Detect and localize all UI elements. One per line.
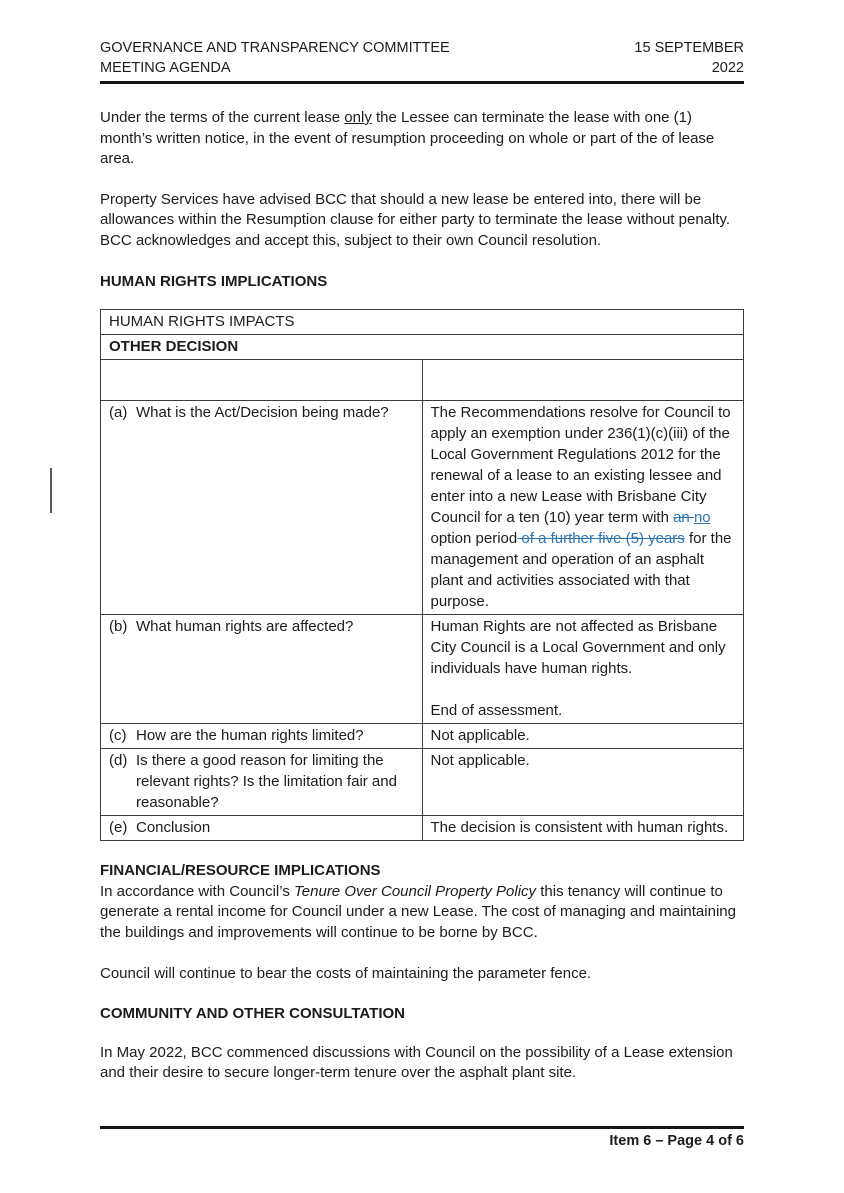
row-c-question: How are the human rights limited? xyxy=(136,727,364,745)
human-rights-heading: HUMAN RIGHTS IMPLICATIONS xyxy=(100,272,328,290)
financial-p1-before: In accordance with Council’s xyxy=(100,882,294,900)
intro-p1-text-after: the Lessee can terminate the lease with one (1) month’s written notice, in the event of resumption proceeding on whole or part of the of lease area. xyxy=(100,109,715,168)
row-a-deleted-text-2: of a further five (5) years xyxy=(517,530,685,548)
row-b-question: What human rights are affected? xyxy=(136,618,354,636)
table-row-b xyxy=(101,615,744,724)
table-title-cell: HUMAN RIGHTS IMPACTS xyxy=(101,310,744,335)
header-date-block xyxy=(634,38,744,78)
row-a-answer-mid: option period xyxy=(430,530,518,548)
row-d-marker: (d) xyxy=(109,752,128,770)
row-b-answer-line1: Human Rights are not affected as Brisbane City Council is a Local Government and only individuals have human rights. xyxy=(430,618,726,678)
table-title-row xyxy=(101,310,744,335)
header-committee-name: GOVERNANCE AND TRANSPARENCY COMMITTEE xyxy=(100,40,450,56)
financial-paragraph-2: Council will continue to bear the costs of maintaining the parameter fence. xyxy=(100,964,592,982)
table-empty-cell-right xyxy=(422,360,744,401)
row-d-question: Is there a good reason for limiting the relevant rights? Is the limitation fair and reasonable? xyxy=(136,752,397,812)
header-date-line2: 2022 xyxy=(711,60,744,76)
row-a-inserted-text: no xyxy=(693,509,711,527)
row-a-deleted-text-1: an xyxy=(673,509,694,527)
row-a-answer-pre: The Recommendations resolve for Council to apply an exemption under 236(1)(c)(iii) of the Local Government Regulations 2012 for the renewal of a lease to an existing lessee and enter into a new Lease with Brisbane City Council for a ten (10) year term with xyxy=(430,404,731,527)
row-b-answer-cell xyxy=(422,615,744,724)
financial-p1-after: this tenancy will continue to generate a rental income for Council under a new Lease. The cost of managing and maintaining the buildings and improvements will continue to be borne by BCC. xyxy=(100,882,736,941)
row-d-question-cell xyxy=(101,749,423,816)
financial-policy-name: Tenure Over Council Property Policy xyxy=(294,882,537,900)
row-a-question: What is the Act/Decision being made? xyxy=(136,404,389,422)
table-row-e xyxy=(101,816,744,841)
intro-p1-underlined-word: only xyxy=(344,109,372,126)
row-c-marker: (c) xyxy=(109,727,127,745)
header-document-type: MEETING AGENDA xyxy=(100,60,231,76)
page-content xyxy=(100,38,744,1084)
table-subtitle-row xyxy=(101,335,744,360)
tracked-change-margin-bar xyxy=(50,468,52,513)
table-empty-row xyxy=(101,360,744,401)
row-b-question-cell xyxy=(101,615,423,724)
human-rights-table xyxy=(100,309,744,841)
table-row-c xyxy=(101,724,744,749)
row-c-answer-cell: Not applicable. xyxy=(422,724,744,749)
row-e-question: Conclusion xyxy=(136,819,211,837)
footer-page-label: Item 6 – Page 4 of 6 xyxy=(609,1133,744,1149)
row-a-marker: (a) xyxy=(109,404,128,422)
row-a-answer-post: for the management and operation of an asphalt plant and activities associated with that purpose. xyxy=(430,530,732,611)
row-a-answer-cell xyxy=(422,401,744,615)
row-e-question-cell xyxy=(101,816,423,841)
community-heading: COMMUNITY AND OTHER CONSULTATION xyxy=(100,1005,405,1023)
table-row-d xyxy=(101,749,744,816)
community-paragraph-1: In May 2022, BCC commenced discussions with Council on the possibility of a Lease extension and their desire to secure longer-term tenure over the asphalt plant site. xyxy=(100,1043,733,1082)
intro-paragraph-2: Property Services have advised BCC that should a new lease be entered into, there will be allowances within the Resumption clause for either party to terminate the lease without penalty. BCC acknowledges and accept this, subject to their own Council resolution. xyxy=(100,190,731,249)
header-title-block xyxy=(100,38,450,78)
header-date-line1: 15 SEPTEMBER xyxy=(634,40,744,56)
table-subtitle-cell: OTHER DECISION xyxy=(101,335,744,360)
row-e-marker: (e) xyxy=(109,819,128,837)
row-d-answer-cell: Not applicable. xyxy=(422,749,744,816)
document-footer xyxy=(100,1126,744,1149)
row-e-answer-cell: The decision is consistent with human rights. xyxy=(422,816,744,841)
row-c-question-cell xyxy=(101,724,423,749)
financial-heading: FINANCIAL/RESOURCE IMPLICATIONS xyxy=(100,862,381,880)
intro-paragraph-1 xyxy=(100,108,744,170)
intro-p1-text-before: Under the terms of the current lease xyxy=(100,109,345,126)
row-b-answer-line2: End of assessment. xyxy=(430,702,563,720)
table-empty-cell-left xyxy=(101,360,423,401)
row-a-question-cell xyxy=(101,401,423,615)
financial-paragraph-1 xyxy=(100,882,744,944)
document-header xyxy=(100,38,744,84)
row-b-marker: (b) xyxy=(109,618,128,636)
table-row-a xyxy=(101,401,744,615)
